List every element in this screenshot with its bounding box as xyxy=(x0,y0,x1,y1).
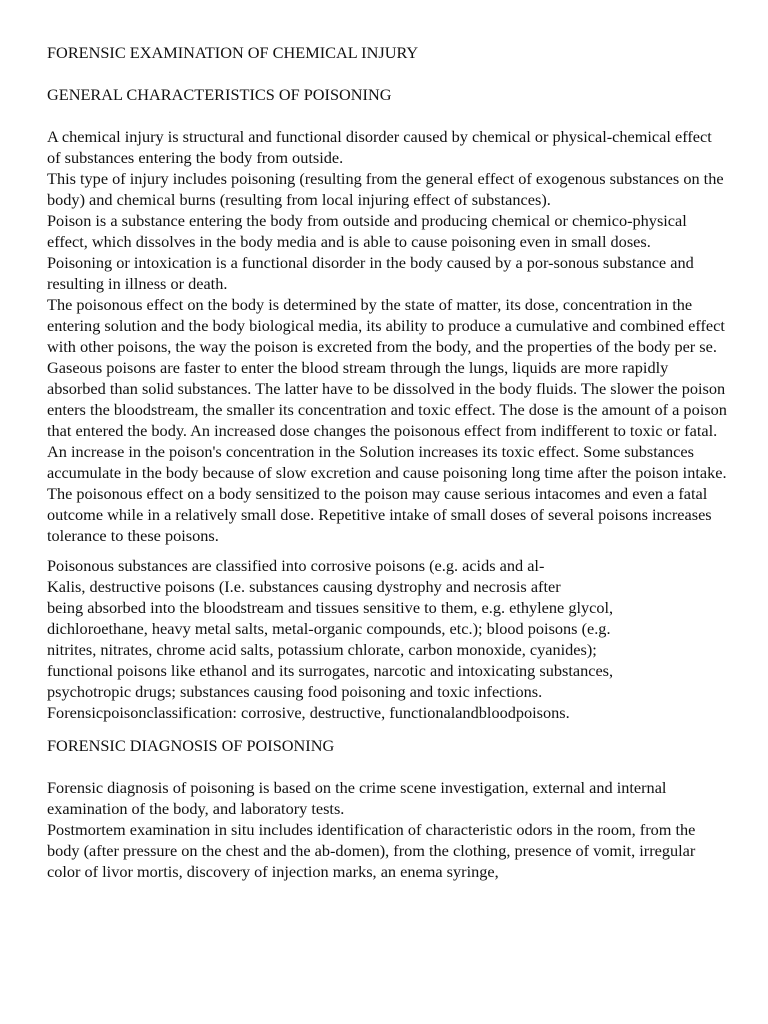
document-page xyxy=(47,42,727,882)
paragraph-chemical-injury-definition: A chemical injury is structural and functional disorder caused by chemical or physical-chemical effect of substances entering the body from outside. xyxy=(47,127,712,167)
classification-line: Poisonous substances are classified into corrosive poisons (e.g. acids and al- xyxy=(47,556,545,575)
classification-line: being absorbed into the bloodstream and tissues sensitive to them, e.g. ethylene glycol, xyxy=(47,598,614,617)
paragraph-classification xyxy=(47,555,727,723)
classification-line: dichloroethane, heavy metal salts, metal-organic compounds, etc.); blood poisons (e.g. xyxy=(47,619,611,638)
classification-line: psychotropic drugs; substances causing food poisoning and toxic infections. xyxy=(47,682,543,701)
section-heading-forensic-diagnosis: FORENSIC DIAGNOSIS OF POISONING xyxy=(47,736,335,755)
document-title: FORENSIC EXAMINATION OF CHEMICAL INJURY xyxy=(47,43,419,62)
classification-line: Forensicpoisonclassification: corrosive, destructive, functionalandbloodpoisons. xyxy=(47,703,570,722)
classification-line: functional poisons like ethanol and its surrogates, narcotic and intoxicating substances, xyxy=(47,661,614,680)
paragraph-poison-definition: Poison is a substance entering the body from outside and producing chemical or chemico-physical effect, which dissolves in the body media and is able to cause poisoning even in small doses. xyxy=(47,211,687,251)
classification-line: Kalis, destructive poisons (I.e. substances causing dystrophy and necrosis after xyxy=(47,577,561,596)
paragraph-sensitization: The poisonous effect on a body sensitized to the poison may cause serious intacomes and even a fatal outcome while in a relatively small dose. Repetitive intake of small doses of several poisons increases tolerance to these poisons. xyxy=(47,484,712,545)
paragraph-diagnosis-basis: Forensic diagnosis of poisoning is based on the crime scene investigation, external and internal examination of the body, and laboratory tests. xyxy=(47,778,667,818)
paragraph-injury-types: This type of injury includes poisoning (resulting from the general effect of exogenous substances on the body) and chemical burns (resulting from local injuring effect of substances). xyxy=(47,169,724,209)
classification-line: nitrites, nitrates, chrome acid salts, potassium chlorate, carbon monoxide, cyanides); xyxy=(47,640,597,659)
section-heading-general-characteristics: GENERAL CHARACTERISTICS OF POISONING xyxy=(47,85,392,104)
paragraph-postmortem-examination: Postmortem examination in situ includes identification of characteristic odors in the room, from the body (after pressure on the chest and the ab-domen), from the clothing, presence of vomit, irregular color of livor mortis, discovery of injection marks, an enema syringe, xyxy=(47,820,696,881)
paragraph-poisoning-definition: Poisoning or intoxication is a functional disorder in the body caused by a por-sonous substance and resulting in illness or death. xyxy=(47,253,694,293)
paragraph-poisonous-effect-factors: The poisonous effect on the body is determined by the state of matter, its dose, concentration in the entering solution and the body biological media, its ability to produce a cumulative and combined effect with other poisons, the way the poison is excreted from the body, and the properties of the body per se. Gaseous poisons are faster to enter the blood stream through the lungs, liquids are more rapidly absorbed than solid substances. The latter have to be dissolved in the body fluids. The slower the poison enters the bloodstream, the smaller its concentration and toxic effect. The dose is the amount of a poison that entered the body. An increased dose changes the poisonous effect from indifferent to toxic or fatal. An increase in the poison's concentration in the Solution increases its toxic effect. Some substances accumulate in the body because of slow excretion and cause poisoning long time after the poison intake. xyxy=(47,295,727,482)
